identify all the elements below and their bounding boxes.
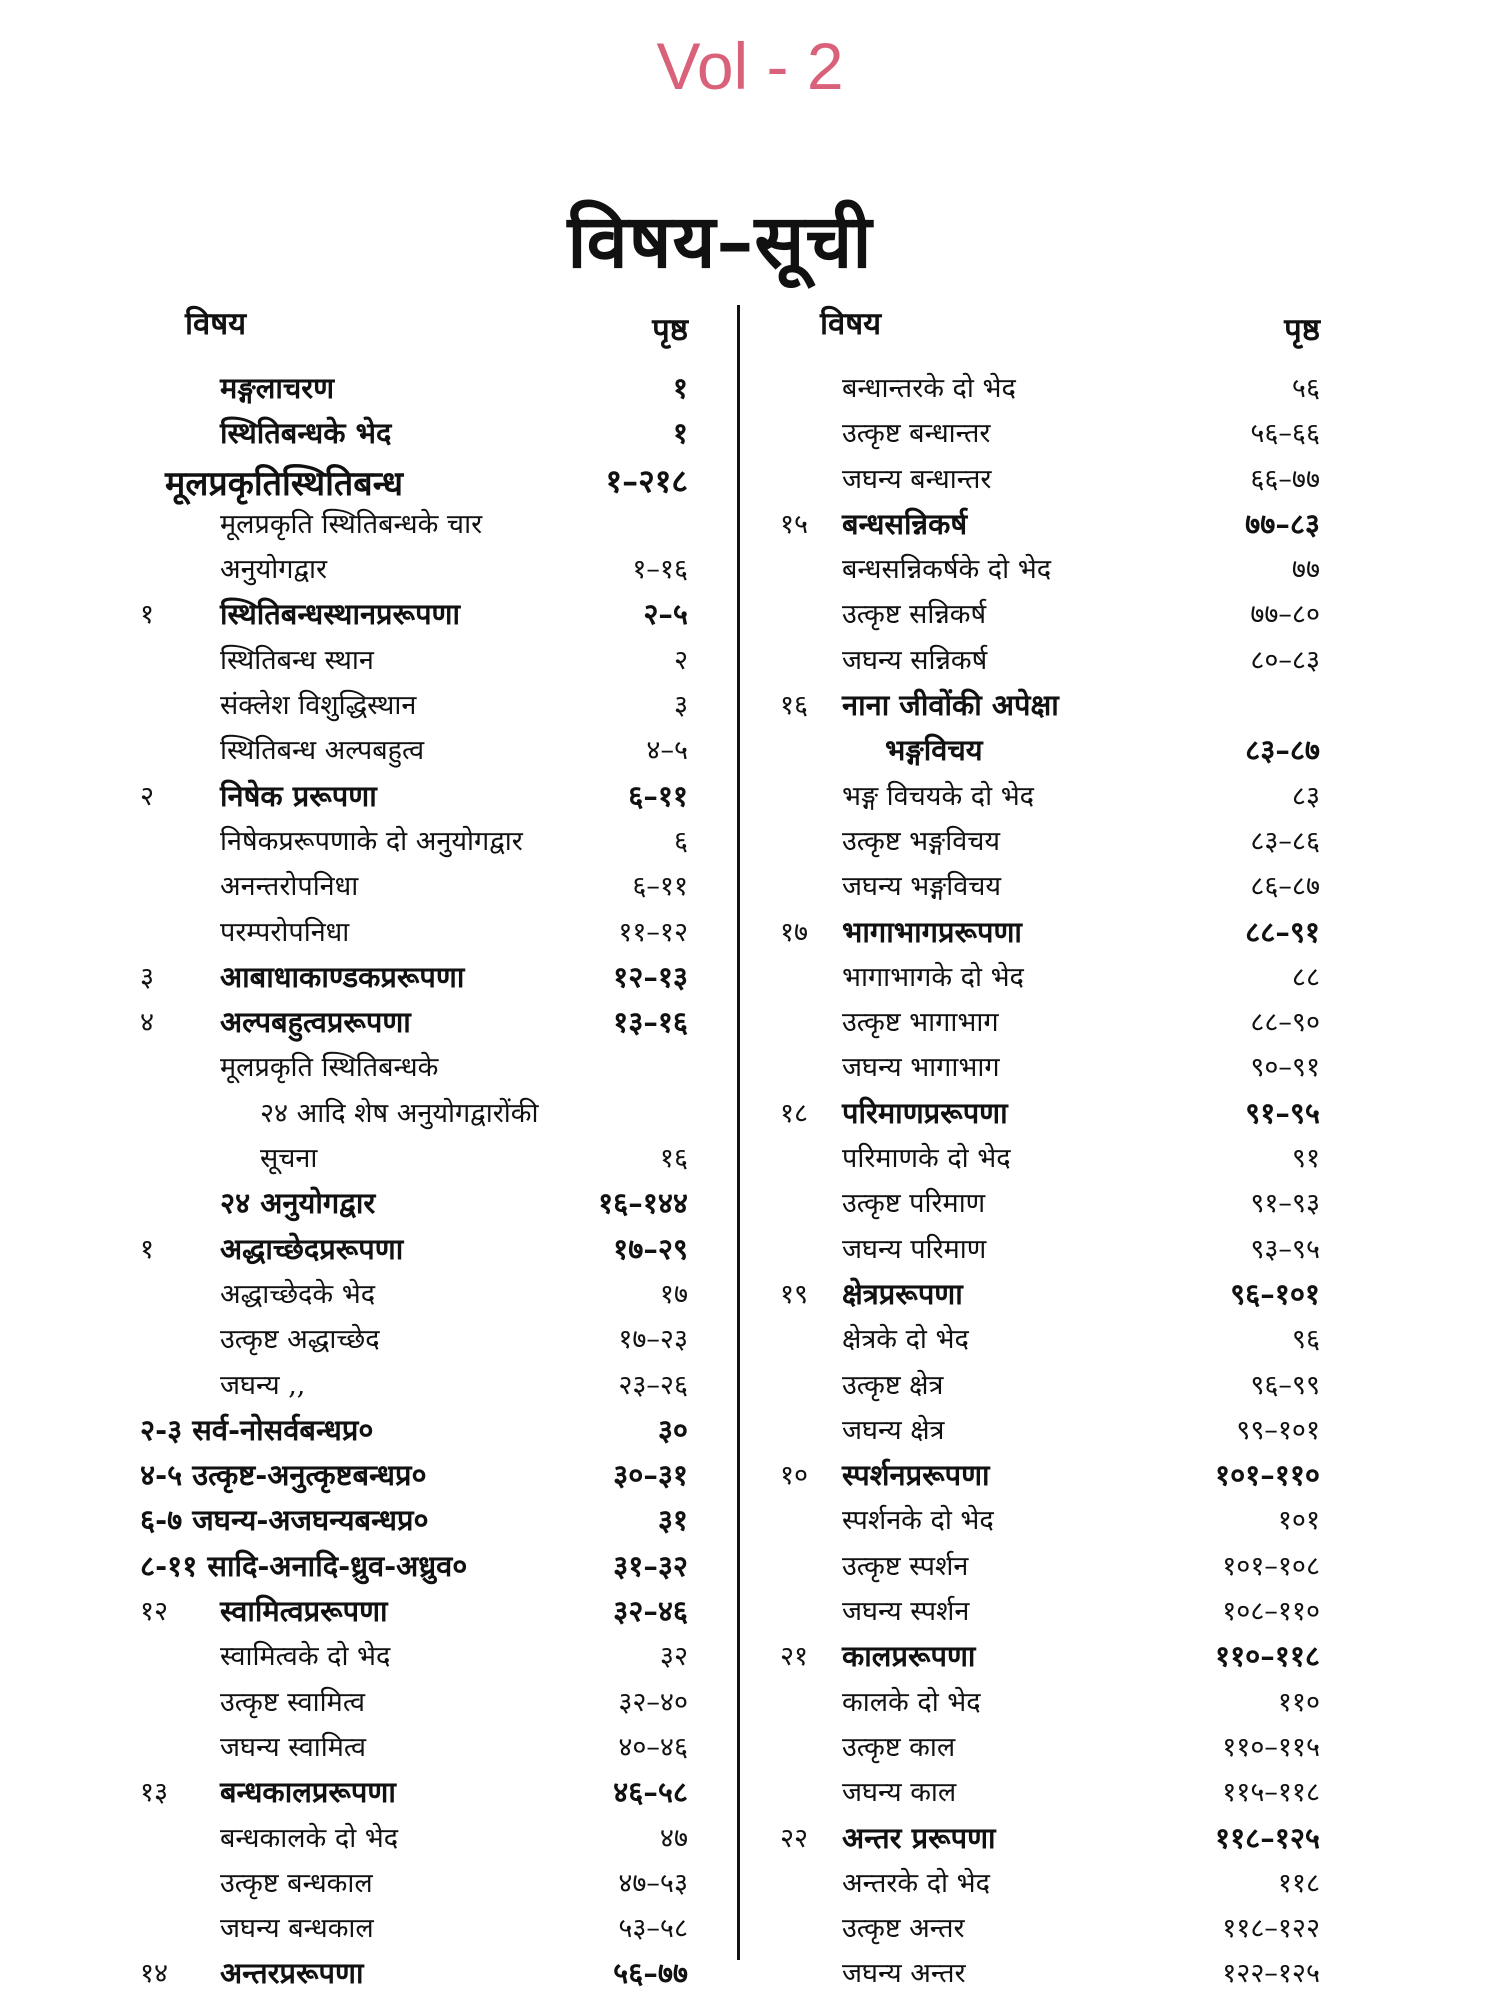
entry-title: बन्धसन्निकर्षके दो भेद — [842, 554, 1052, 586]
entry-title: संक्लेश विशुद्धिस्थान — [220, 690, 417, 722]
entry-title: उत्कृष्ट भङ्गविचय — [842, 825, 1001, 857]
toc-entry — [780, 1766, 1320, 1811]
entry-number: १९ — [780, 1278, 809, 1310]
entry-title: अद्धाच्छेदके भेद — [220, 1278, 376, 1310]
entry-page: ८३ — [1291, 780, 1320, 812]
entry-title: जघन्य क्षेत्र — [842, 1414, 945, 1446]
entry-page: ४०–४६ — [618, 1731, 688, 1763]
toc-entry — [140, 860, 688, 905]
entry-page: ११८–१२५ — [1215, 1820, 1320, 1855]
toc-entry — [780, 1268, 1320, 1313]
toc-entry — [140, 815, 688, 860]
entry-title: भङ्गविचय — [885, 733, 983, 768]
entry-title: जघन्य स्वामित्व — [220, 1731, 367, 1763]
entry-page: ९६ — [1291, 1324, 1320, 1356]
toc-entry — [140, 407, 688, 452]
entry-title: उत्कृष्ट क्षेत्र — [842, 1369, 944, 1401]
toc-entry — [140, 1223, 688, 1268]
entry-title: जघन्य अन्तर — [842, 1958, 966, 1990]
entry-title: जघन्य काल — [842, 1777, 957, 1809]
entry-page: ४७ — [659, 1822, 688, 1854]
entry-page: ६–११ — [632, 871, 688, 903]
entry-page: ९१ — [1291, 1143, 1320, 1175]
entry-page: १७–२३ — [618, 1324, 688, 1356]
toc-entry — [140, 1947, 688, 1992]
toc-entry — [780, 724, 1320, 769]
entry-title: ८-११ सादि-अनादि-ध्रुव-अध्रुव० — [140, 1548, 468, 1583]
entry-title: परिमाणके दो भेद — [842, 1143, 1011, 1175]
entry-title: भङ्ग विचयके दो भेद — [842, 780, 1035, 812]
entry-page: २३–२६ — [618, 1369, 688, 1401]
entry-title: स्पर्शनप्ररूपणा — [842, 1458, 990, 1493]
entry-title: स्थितिबन्धके भेद — [220, 416, 392, 451]
entry-title: २-३ सर्व-नोसर्वबन्धप्र० — [140, 1412, 374, 1447]
page-header: पृष्ठ — [1284, 312, 1320, 348]
toc-entry — [780, 1585, 1320, 1630]
entry-title: आबाधाकाण्डकप्ररूपणा — [220, 959, 465, 994]
entry-page: ३० — [657, 1412, 688, 1447]
toc-entry — [780, 906, 1320, 951]
entry-page: ५३–५८ — [618, 1913, 688, 1945]
entry-number: २१ — [780, 1641, 809, 1673]
toc-entry — [780, 1404, 1320, 1449]
toc-entry — [140, 543, 688, 588]
entry-page: ८३–८७ — [1245, 733, 1320, 768]
toc-entry — [140, 906, 688, 951]
entry-title: कालके दो भेद — [842, 1686, 981, 1718]
entry-title: सूचना — [260, 1143, 318, 1175]
entry-title: जघन्य बन्धकाल — [220, 1913, 374, 1945]
entry-page: ७७–८३ — [1245, 506, 1320, 541]
entry-page: ८३–८६ — [1250, 825, 1320, 857]
entry-page: १–२१८ — [605, 461, 688, 500]
entry-title: स्पर्शनके दो भेद — [842, 1505, 994, 1537]
entry-title: उत्कृष्ट बन्धकाल — [220, 1867, 373, 1899]
entry-page: ११०–११५ — [1222, 1731, 1320, 1763]
entry-page: ८६–८७ — [1250, 871, 1320, 903]
entry-number: २२ — [780, 1822, 809, 1854]
toc-entry — [780, 815, 1320, 860]
entry-title: निषेक प्ररूपणा — [220, 778, 377, 813]
entry-page: १७–२९ — [613, 1231, 688, 1266]
entry-title: मूलप्रकृति स्थितिबन्धके — [220, 1052, 439, 1084]
entry-page: १६–१४४ — [598, 1186, 688, 1221]
toc-entry — [780, 1857, 1320, 1902]
toc-entry — [780, 588, 1320, 633]
entry-number: १ — [140, 1233, 155, 1265]
toc-entry — [140, 1132, 688, 1177]
entry-title: स्वामित्वके दो भेद — [220, 1641, 391, 1673]
entry-title: क्षेत्रप्ररूपणा — [842, 1276, 963, 1311]
entry-title: क्षेत्रके दो भेद — [842, 1324, 969, 1356]
entry-title: कालप्ररूपणा — [842, 1639, 976, 1674]
toc-entry — [140, 951, 688, 996]
entry-number: २ — [140, 780, 155, 812]
entry-title: अन्तरके दो भेद — [842, 1867, 990, 1899]
toc-entry — [140, 1540, 688, 1585]
entry-title: जघन्य बन्धान्तर — [842, 463, 992, 495]
toc-entry — [140, 770, 688, 815]
entry-page: २ — [673, 644, 688, 676]
toc-entry — [140, 1812, 688, 1857]
toc-entry — [780, 1223, 1320, 1268]
toc-left-column — [140, 300, 688, 1993]
toc-entry — [780, 543, 1320, 588]
entry-title: ४-५ उत्कृष्ट-अनुत्कृष्टबन्धप्र० — [140, 1458, 427, 1493]
entry-title: उत्कृष्ट स्वामित्व — [220, 1686, 365, 1718]
toc-entry — [140, 679, 688, 724]
entry-page: १०१–११० — [1215, 1458, 1320, 1493]
toc-entry — [140, 1359, 688, 1404]
entry-page: ९०–९१ — [1250, 1052, 1320, 1084]
entry-title: २४ आदि शेष अनुयोगद्वारोंकी — [260, 1097, 539, 1129]
entry-title: उत्कृष्ट परिमाण — [842, 1188, 986, 1220]
entry-title: जघन्य ,, — [220, 1369, 306, 1401]
entry-title: निषेकप्ररूपणाके दो अनुयोगद्वार — [220, 825, 523, 857]
entry-page: १०१–१०८ — [1222, 1550, 1320, 1582]
entry-page: ५६–७७ — [613, 1956, 688, 1991]
entry-page: ९१–९५ — [1245, 1095, 1320, 1130]
toc-entry — [780, 498, 1320, 543]
entry-title: मूलप्रकृति स्थितिबन्धके चार — [220, 508, 483, 540]
entry-title: २४ अनुयोगद्वार — [220, 1186, 376, 1221]
entry-title: मङ्गलाचरण — [220, 371, 335, 405]
entry-title: मूलप्रकृतिस्थितिबन्ध — [165, 463, 404, 504]
toc-entry — [780, 860, 1320, 905]
entry-title: उत्कृष्ट अद्धाच्छेद — [220, 1324, 380, 1356]
toc-entry — [140, 1087, 688, 1132]
toc-entry — [780, 1041, 1320, 1086]
toc-entry — [780, 1313, 1320, 1358]
toc-right-column — [780, 300, 1320, 1993]
entry-title: उत्कृष्ट बन्धान्तर — [842, 418, 991, 450]
entry-title: स्थितिबन्ध स्थान — [220, 644, 374, 676]
entry-page: ३ — [673, 690, 688, 722]
entry-page: ३२–४६ — [613, 1594, 688, 1629]
toc-left-list — [140, 362, 688, 1993]
entry-number: १५ — [780, 508, 809, 540]
entry-page: २–५ — [643, 597, 688, 632]
toc-entry — [140, 1585, 688, 1630]
entry-number: ३ — [140, 961, 155, 993]
entry-number: ४ — [140, 1007, 155, 1039]
toc-entry — [780, 453, 1320, 498]
entry-number: १ — [140, 599, 155, 631]
entry-title: बन्धकालके दो भेद — [220, 1822, 399, 1854]
entry-number: १६ — [780, 690, 809, 722]
entry-page: ९१–९३ — [1250, 1188, 1320, 1220]
toc-entry — [140, 1902, 688, 1947]
toc-entry — [140, 1676, 688, 1721]
toc-entry — [140, 634, 688, 679]
entry-title: अनन्तरोपनिधा — [220, 871, 359, 903]
toc-entry — [780, 1494, 1320, 1539]
toc-right-list — [780, 362, 1320, 1993]
entry-number: १० — [780, 1460, 809, 1492]
entry-page: १०१ — [1277, 1505, 1320, 1537]
entry-page: ११०–११८ — [1215, 1639, 1320, 1674]
entry-page: ३२–४० — [618, 1686, 688, 1718]
entry-page: ३०–३१ — [613, 1458, 688, 1493]
toc-entry — [780, 362, 1320, 407]
entry-page: १–१६ — [632, 554, 688, 586]
entry-page: १२२–१२५ — [1222, 1958, 1320, 1990]
toc-entry — [140, 1404, 688, 1449]
entry-title: जघन्य सन्निकर्ष — [842, 644, 988, 676]
toc-entry — [140, 1494, 688, 1539]
toc-entry — [140, 498, 688, 543]
entry-title: बन्धसन्निकर्ष — [842, 506, 968, 541]
toc-entry — [140, 362, 688, 407]
entry-number: १८ — [780, 1097, 809, 1129]
entry-page: ८८ — [1291, 961, 1320, 993]
column-header — [780, 300, 1320, 362]
entry-title: जघन्य परिमाण — [842, 1233, 987, 1265]
entry-page: ११–१२ — [618, 916, 688, 948]
entry-title: भागाभागके दो भेद — [842, 961, 1024, 993]
entry-title: अद्धाच्छेदप्ररूपणा — [220, 1231, 404, 1266]
entry-page: ११५–११८ — [1222, 1777, 1320, 1809]
toc-entry — [140, 1630, 688, 1675]
toc-entry — [140, 453, 688, 504]
toc-entry — [780, 634, 1320, 679]
toc-entry — [140, 1857, 688, 1902]
entry-title: उत्कृष्ट सन्निकर्ष — [842, 599, 987, 631]
entry-page: ४७–५३ — [618, 1867, 688, 1899]
toc-entry — [780, 1721, 1320, 1766]
toc-entry — [140, 1177, 688, 1222]
entry-title: बन्धकालप्ररूपणा — [220, 1775, 396, 1810]
entry-page: ३१–३२ — [613, 1548, 688, 1583]
entry-page: १०८–११० — [1222, 1596, 1320, 1628]
toc-entry — [140, 996, 688, 1041]
toc-entry — [140, 1766, 688, 1811]
entry-title: उत्कृष्ट भागाभाग — [842, 1007, 999, 1039]
entry-page: ७७ — [1291, 554, 1320, 586]
entry-page: ९६–१०१ — [1230, 1276, 1320, 1311]
entry-number: १२ — [140, 1596, 169, 1628]
entry-number: १३ — [140, 1777, 169, 1809]
toc-entry — [780, 1540, 1320, 1585]
subject-header: विषय — [820, 306, 882, 342]
entry-title: अनुयोगद्वार — [220, 554, 328, 586]
entry-title: उत्कृष्ट अन्तर — [842, 1913, 965, 1945]
entry-title: स्थितिबन्धस्थानप्ररूपणा — [220, 597, 461, 632]
entry-page: ५६–६६ — [1250, 418, 1320, 450]
entry-page: १७ — [659, 1278, 688, 1310]
toc-entry — [780, 770, 1320, 815]
entry-page: ८८–९० — [1250, 1007, 1320, 1039]
entry-number: १४ — [140, 1958, 169, 1990]
toc-entry — [780, 1676, 1320, 1721]
entry-page: ९६–९९ — [1250, 1369, 1320, 1401]
toc-entry — [140, 1721, 688, 1766]
toc-entry — [140, 1041, 688, 1086]
toc-entry — [140, 1313, 688, 1358]
entry-title: परिमाणप्ररूपणा — [842, 1095, 1008, 1130]
toc-entry — [780, 1812, 1320, 1857]
toc-entry — [780, 1947, 1320, 1992]
entry-title: बन्धान्तरके दो भेद — [842, 373, 1016, 404]
column-divider — [737, 305, 740, 1960]
entry-title: जघन्य भङ्गविचय — [842, 871, 1002, 903]
entry-page: ७७–८० — [1250, 599, 1320, 631]
entry-page: ८०–८३ — [1250, 644, 1320, 676]
entry-title: स्वामित्वप्ररूपणा — [220, 1594, 388, 1629]
entry-page: ९३–९५ — [1250, 1233, 1320, 1265]
toc-entry — [780, 996, 1320, 1041]
entry-title: अल्पबहुत्वप्ररूपणा — [220, 1005, 411, 1040]
volume-label: Vol - 2 — [656, 29, 844, 103]
toc-entry — [780, 1132, 1320, 1177]
entry-page: ११० — [1277, 1686, 1320, 1718]
entry-page: १ — [672, 416, 688, 451]
toc-entry — [780, 1449, 1320, 1494]
toc-entry — [140, 1449, 688, 1494]
entry-page: ६ — [673, 825, 688, 857]
entry-page: ८८–९१ — [1245, 914, 1320, 949]
toc-entry — [780, 407, 1320, 452]
entry-title: उत्कृष्ट काल — [842, 1731, 956, 1763]
subject-header: विषय — [185, 306, 247, 342]
entry-title: जघन्य भागाभाग — [842, 1052, 1000, 1084]
entry-page: १३–१६ — [613, 1005, 688, 1040]
entry-title: स्थितिबन्ध अल्पबहुत्व — [220, 735, 425, 767]
toc-entry — [780, 1177, 1320, 1222]
entry-title: परम्परोपनिधा — [220, 916, 350, 948]
entry-title: अन्तर प्ररूपणा — [842, 1820, 996, 1855]
toc-entry — [780, 679, 1320, 724]
entry-page: १६ — [659, 1143, 688, 1175]
entry-page: ६–११ — [628, 778, 688, 813]
entry-number: १७ — [780, 916, 809, 948]
toc-entry — [140, 588, 688, 633]
entry-page: ६६–७७ — [1250, 463, 1320, 495]
toc-entry — [780, 1359, 1320, 1404]
column-header — [140, 300, 688, 362]
toc-entry — [780, 1902, 1320, 1947]
entry-page: ५६ — [1291, 373, 1320, 404]
entry-page: ११८–१२२ — [1222, 1913, 1320, 1945]
page-header: पृष्ठ — [652, 312, 688, 348]
entry-title: उत्कृष्ट स्पर्शन — [842, 1550, 969, 1582]
toc-entry — [780, 951, 1320, 996]
toc-entry — [140, 724, 688, 769]
toc-entry — [780, 1087, 1320, 1132]
entry-title: ६-७ जघन्य-अजघन्यबन्धप्र० — [140, 1503, 429, 1538]
entry-page: ९९–१०१ — [1236, 1414, 1320, 1446]
entry-page: ४–५ — [646, 735, 688, 767]
entry-page: ३२ — [659, 1641, 688, 1673]
entry-page: १२–१३ — [613, 959, 688, 994]
entry-page: १ — [672, 371, 688, 405]
entry-title: नाना जीवोंकी अपेक्षा — [842, 688, 1059, 723]
entry-page: ११८ — [1277, 1867, 1320, 1899]
toc-entry — [140, 1268, 688, 1313]
entry-page: ४६–५८ — [613, 1775, 688, 1810]
entry-page: ३१ — [657, 1503, 688, 1538]
page-title: विषय–सूची — [567, 199, 873, 285]
toc-entry — [780, 1630, 1320, 1675]
entry-title: जघन्य स्पर्शन — [842, 1596, 970, 1628]
entry-title: भागाभागप्ररूपणा — [842, 914, 1022, 949]
entry-title: अन्तरप्ररूपणा — [220, 1956, 364, 1991]
